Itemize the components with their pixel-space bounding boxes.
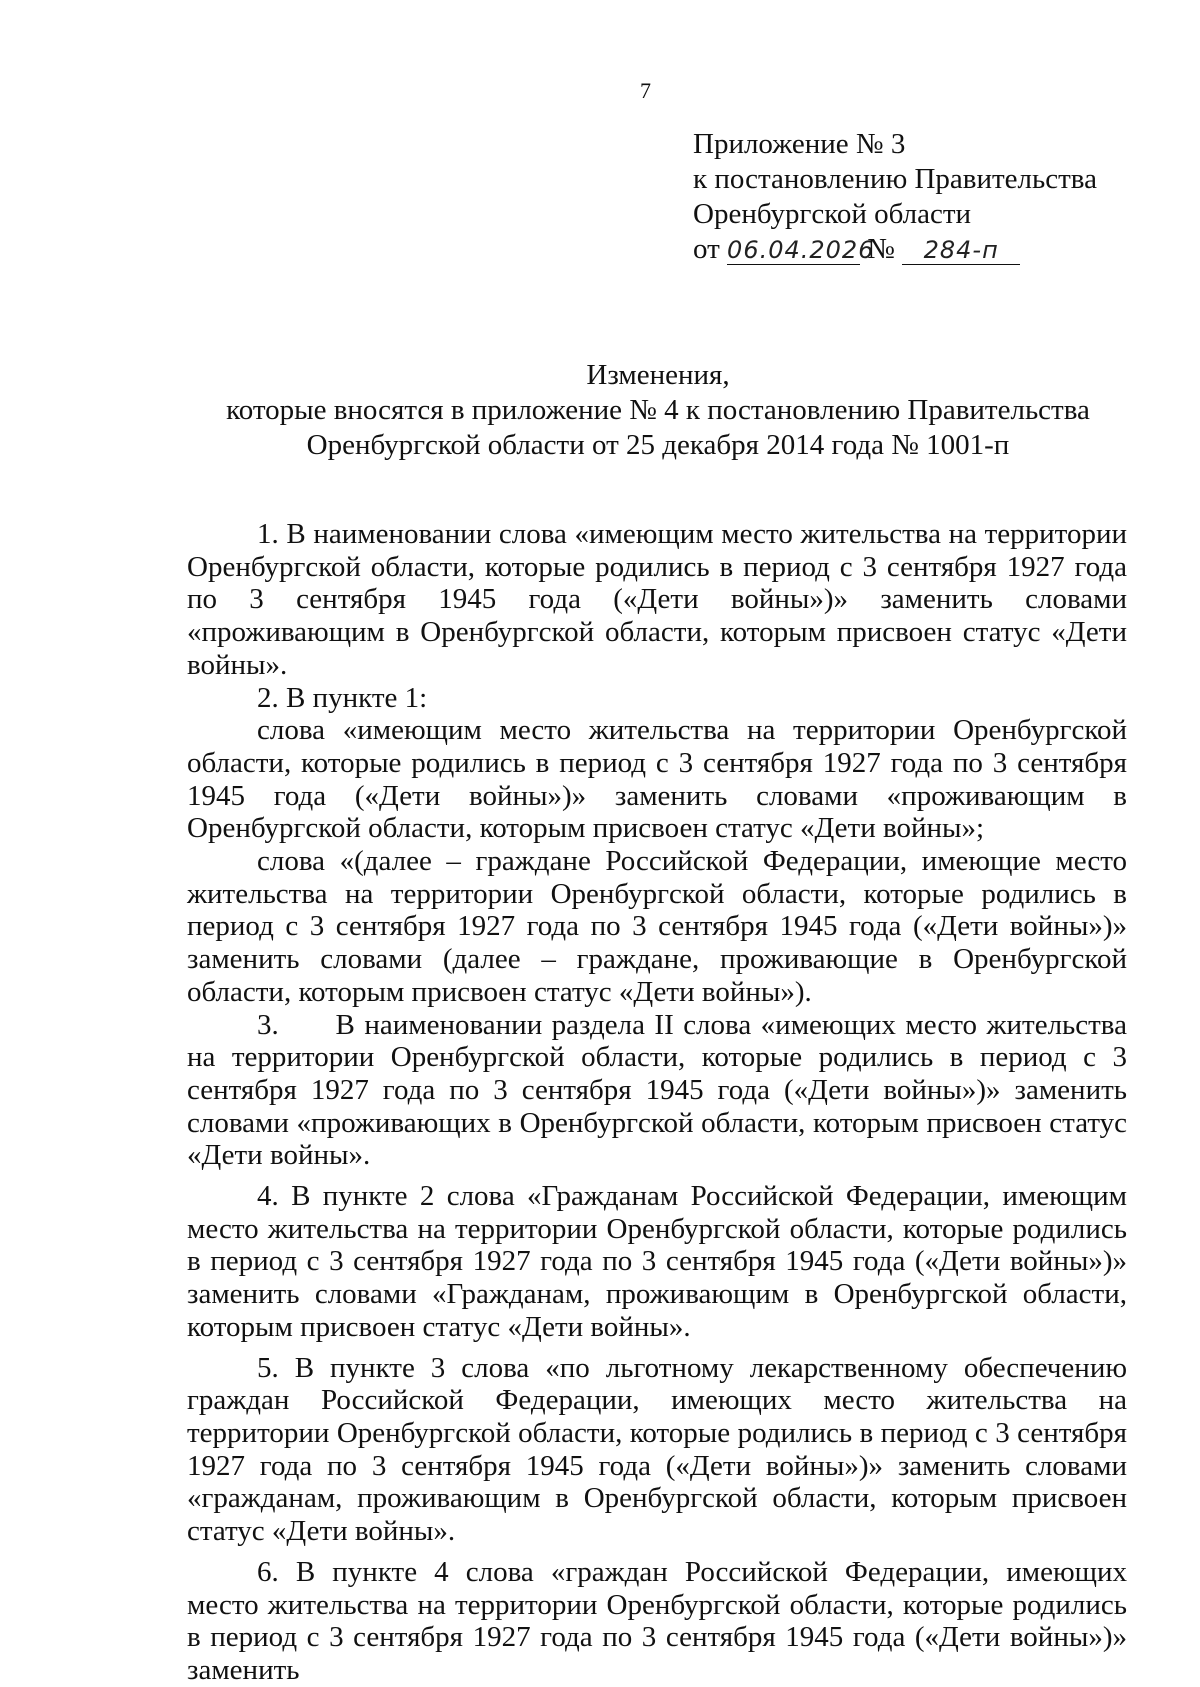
heading-subtitle: которые вносятся в приложение № 4 к постановлению Правительства [226,394,1090,426]
paragraph-3: 3. В наименовании раздела II слова «имеющих место жительства на территории Оренбургской области, которые родились в период с 3 сентября 1927 года по 3 сентября 1945 года («Дети войны»)» заменить словами «проживающих в Оренбургской области, которым присвоен статус «Дети войны». [187,1008,1135,1172]
handwritten-number: 284-п [902,236,1020,265]
appendix-resolution-line: к постановлению Правительства [693,163,1097,195]
heading-subtitle-continued: Оренбургской области от 25 декабря 2014 года № 1001-п [306,429,1010,461]
appendix-region-line: Оренбургской области [693,198,972,230]
appendix-date-number-line [693,232,1097,267]
paragraph-6: 6. В пункте 4 слова «граждан Российской Федерации, имеющих место жительства на территории Оренбургской области, которые родились в период с 3 сентября 1927 года по 3 сентября 1945 года («Дети войны»)» заменить [187,1555,1127,1686]
paragraph-4: 4. В пункте 2 слова «Гражданам Российской Федерации, имеющим место жительства на территории Оренбургской области, которые родились в период с 3 сентября 1927 года по 3 сентября 1945 года («Дети войны»)» заменить словами «Гражданам, проживающим в Оренбургской области, которым присвоен статус «Дети войны». [187,1180,1127,1343]
page-number: 7 [640,78,651,103]
document-heading [188,358,1128,463]
handwritten-date: 06.04.2026 [727,236,875,264]
number-sign: № [867,233,895,265]
paragraph-1: 1. В наименовании слова «имеющим место жительства на территории Оренбургской области, которые родились в период с 3 сентября 1927 года по 3 сентября 1945 года («Дети войны»)» заменить словами «проживающим в Оренбургской области, которым присвоен статус «Дети войны». [187,518,1127,681]
paragraph-2: 2. В пункте 1: [257,681,428,714]
paragraph-2-item-2: слова «(далее – граждане Российской Федерации, имеющие место жительства на территории Оренбургской области, которые родились в период с 3 сентября 1927 года по 3 сентября 1945 года («Дети войны»)» заменить словами (далее – граждане, проживающие в Оренбургской области, которым присвоен статус «Дети войны»). [187,845,1127,1008]
document-body [187,518,1135,1687]
appendix-title: Приложение № 3 [693,128,906,160]
paragraph-2-item-1: слова «имеющим место жительства на территории Оренбургской области, которые родились в период с 3 сентября 1927 года по 3 сентября 1945 года («Дети войны»)» заменить словами «проживающим в Оренбургской области, которым присвоен статус «Дети войны»; [187,714,1127,845]
from-prefix: от [693,233,720,265]
heading-title: Изменения, [586,359,730,391]
appendix-block [693,127,1097,267]
paragraph-5: 5. В пункте 3 слова «по льготному лекарственному обеспечению граждан Российской Федерации, имеющих место жительства на территории Оренбургской области, которые родились в период с 3 сентября 1927 года по 3 сентября 1945 года («Дети войны»)» заменить словами «гражданам, проживающим в Оренбургской области, которым присвоен статус «Дети войны». [187,1351,1127,1548]
